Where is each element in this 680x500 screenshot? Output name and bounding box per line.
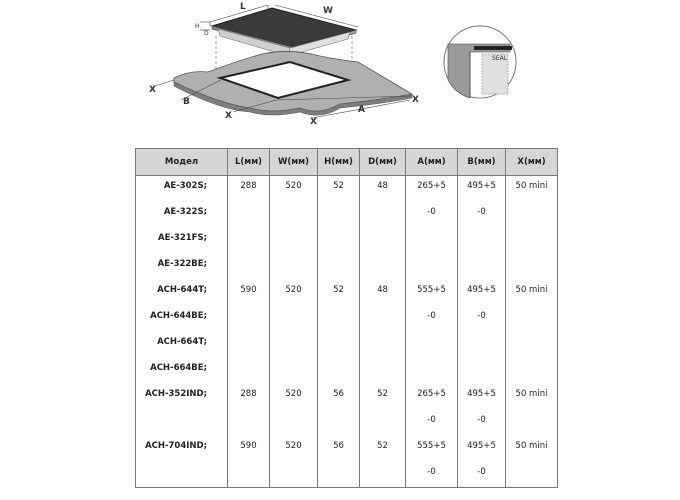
table-cell xyxy=(360,358,406,384)
table-cell: 288 xyxy=(228,384,270,410)
table-row xyxy=(136,462,558,488)
table-cell xyxy=(360,410,406,436)
table-row xyxy=(136,332,558,358)
table-header-cell: Модел xyxy=(136,149,228,176)
svg-text:H: H xyxy=(195,23,200,30)
model-cell xyxy=(136,462,228,488)
table-cell: 495+5 xyxy=(458,280,506,306)
table-cell xyxy=(318,332,360,358)
table-row xyxy=(136,358,558,384)
table-cell xyxy=(360,306,406,332)
table-cell xyxy=(270,358,318,384)
table-cell xyxy=(318,462,360,488)
table-row xyxy=(136,384,558,410)
table-cell xyxy=(406,228,458,254)
table-cell xyxy=(506,462,558,488)
table-cell xyxy=(228,202,270,228)
table-cell: 555+5 xyxy=(406,280,458,306)
model-cell: ACH-644T; xyxy=(136,280,228,306)
table-cell: 520 xyxy=(270,436,318,462)
svg-text:X: X xyxy=(412,95,419,105)
table-row xyxy=(136,254,558,280)
model-cell: ACH-644BE; xyxy=(136,306,228,332)
table-cell xyxy=(406,358,458,384)
model-cell: AE-322BE; xyxy=(136,254,228,280)
table-cell: -0 xyxy=(406,202,458,228)
table-cell xyxy=(506,254,558,280)
table-cell xyxy=(406,332,458,358)
table-cell xyxy=(270,254,318,280)
model-cell: AE-322S; xyxy=(136,202,228,228)
specs-table xyxy=(135,148,558,488)
countertop-drawing xyxy=(174,51,412,115)
table-cell xyxy=(228,358,270,384)
table-cell xyxy=(270,462,318,488)
svg-text:X: X xyxy=(149,85,156,95)
table-cell: -0 xyxy=(458,410,506,436)
table-cell: 520 xyxy=(270,176,318,202)
table-cell xyxy=(360,332,406,358)
model-cell: AE-321FS; xyxy=(136,228,228,254)
model-cell: ACH-664BE; xyxy=(136,358,228,384)
table-cell: 590 xyxy=(228,280,270,306)
table-cell: -0 xyxy=(406,462,458,488)
table-cell xyxy=(458,228,506,254)
table-cell xyxy=(360,202,406,228)
svg-text:D: D xyxy=(204,30,209,37)
table-cell: 495+5 xyxy=(458,176,506,202)
table-cell xyxy=(458,358,506,384)
table-cell: 50 mini xyxy=(506,436,558,462)
model-cell: ACH-664T; xyxy=(136,332,228,358)
svg-text:L: L xyxy=(240,2,246,12)
svg-text:X: X xyxy=(310,117,317,127)
table-cell xyxy=(270,202,318,228)
table-cell xyxy=(360,254,406,280)
table-cell xyxy=(228,254,270,280)
model-cell: ACH-704IND; xyxy=(136,436,228,462)
table-cell: 50 mini xyxy=(506,176,558,202)
table-row xyxy=(136,280,558,306)
table-cell: 48 xyxy=(360,280,406,306)
table-cell: 56 xyxy=(318,384,360,410)
table-cell xyxy=(506,410,558,436)
table-cell xyxy=(318,254,360,280)
table-cell xyxy=(318,410,360,436)
table-header-cell: H(мм) xyxy=(318,149,360,176)
svg-text:B: B xyxy=(183,97,190,107)
table-cell xyxy=(228,410,270,436)
table-cell: -0 xyxy=(458,306,506,332)
table-cell: 265+5 xyxy=(406,176,458,202)
svg-text:X: X xyxy=(225,111,232,121)
table-cell: 56 xyxy=(318,436,360,462)
table-cell xyxy=(270,228,318,254)
table-row xyxy=(136,436,558,462)
seal-detail-inset xyxy=(444,26,516,98)
table-cell xyxy=(406,254,458,280)
table-cell: 495+5 xyxy=(458,436,506,462)
table-cell: 48 xyxy=(360,176,406,202)
table-cell: -0 xyxy=(406,410,458,436)
table-body xyxy=(136,176,558,488)
table-header-cell: X(мм) xyxy=(506,149,558,176)
table-cell xyxy=(318,202,360,228)
table-header-cell: W(мм) xyxy=(270,149,318,176)
table-cell xyxy=(506,202,558,228)
svg-text:W: W xyxy=(323,6,333,16)
svg-text:A: A xyxy=(358,105,365,115)
table-cell: 52 xyxy=(360,384,406,410)
model-cell: AE-302S; xyxy=(136,176,228,202)
table-cell xyxy=(318,306,360,332)
table-header-cell: D(мм) xyxy=(360,149,406,176)
model-cell: ACH-352IND; xyxy=(136,384,228,410)
table-cell xyxy=(506,332,558,358)
table-cell xyxy=(318,358,360,384)
table-row xyxy=(136,410,558,436)
table-row xyxy=(136,202,558,228)
table-cell: 52 xyxy=(360,436,406,462)
table-cell xyxy=(506,306,558,332)
table-row xyxy=(136,228,558,254)
table-cell xyxy=(458,332,506,358)
table-cell: 520 xyxy=(270,384,318,410)
table-cell xyxy=(360,228,406,254)
table-cell xyxy=(228,462,270,488)
table-cell: 265+5 xyxy=(406,384,458,410)
table-cell: 52 xyxy=(318,176,360,202)
table-cell xyxy=(458,254,506,280)
table-cell: 52 xyxy=(318,280,360,306)
table-cell: 50 mini xyxy=(506,280,558,306)
installation-diagram xyxy=(0,0,680,148)
table-header-cell: B(мм) xyxy=(458,149,506,176)
table-header-row xyxy=(136,149,558,176)
model-cell xyxy=(136,410,228,436)
table-cell: 50 mini xyxy=(506,384,558,410)
table-header-cell: L(мм) xyxy=(228,149,270,176)
table-row xyxy=(136,176,558,202)
table-cell: -0 xyxy=(406,306,458,332)
table-cell: 288 xyxy=(228,176,270,202)
table-cell: -0 xyxy=(458,202,506,228)
table-cell: 520 xyxy=(270,280,318,306)
table-cell xyxy=(228,228,270,254)
table-row xyxy=(136,306,558,332)
table-cell xyxy=(360,462,406,488)
table-cell: -0 xyxy=(458,462,506,488)
table-cell: 590 xyxy=(228,436,270,462)
table-header-cell: A(мм) xyxy=(406,149,458,176)
table-cell xyxy=(270,410,318,436)
table-cell xyxy=(228,306,270,332)
dimension-h-d xyxy=(195,22,210,37)
table-cell xyxy=(506,358,558,384)
table-cell xyxy=(270,306,318,332)
table-cell xyxy=(506,228,558,254)
table-cell xyxy=(318,228,360,254)
table-cell xyxy=(228,332,270,358)
table-cell xyxy=(270,332,318,358)
table-cell: 495+5 xyxy=(458,384,506,410)
svg-text:SEAL: SEAL xyxy=(492,55,508,62)
table-cell: 555+5 xyxy=(406,436,458,462)
